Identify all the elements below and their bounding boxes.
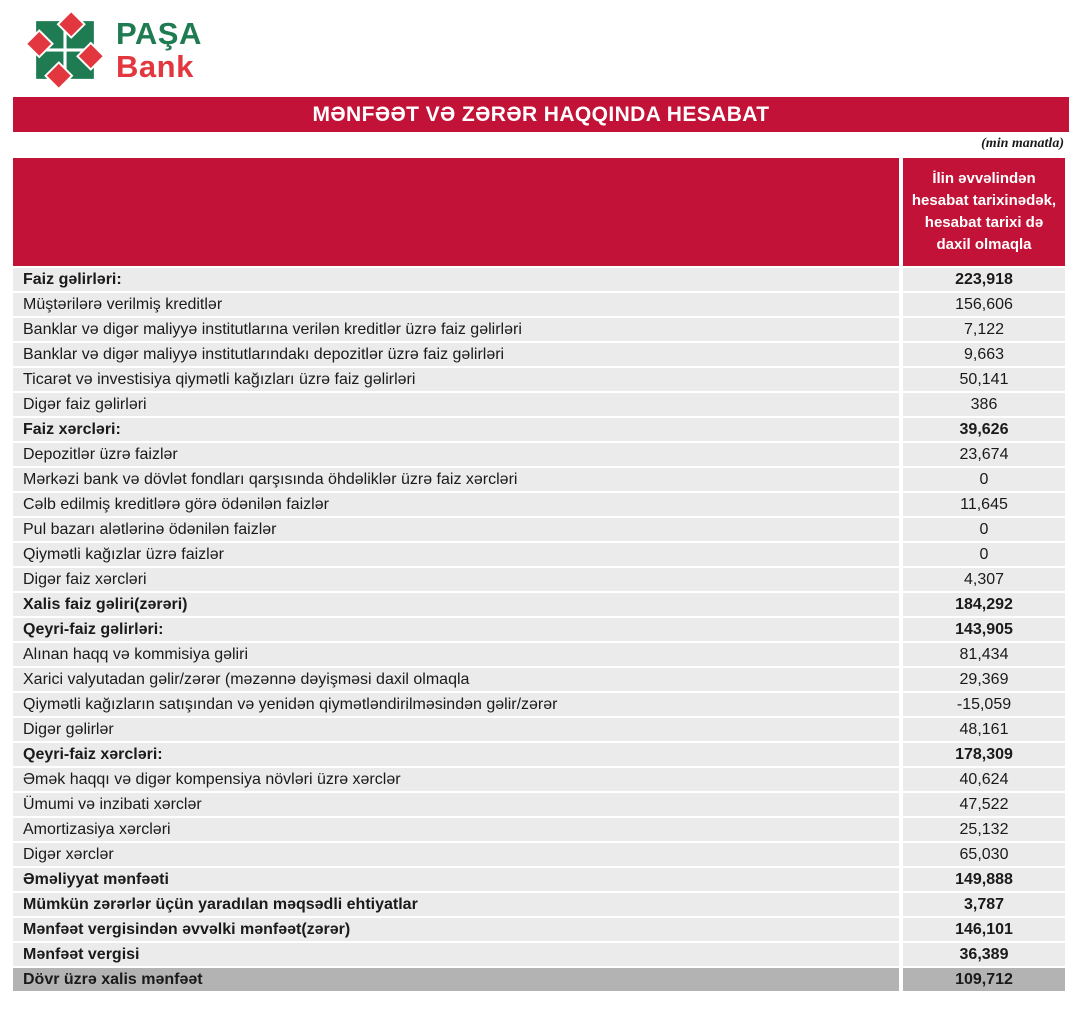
- report-title-banner: [13, 97, 1069, 132]
- row-value: 25,132: [903, 818, 1065, 841]
- row-value: 47,522: [903, 793, 1065, 816]
- table-row: [13, 793, 1065, 816]
- pasha-bank-logo: [0, 0, 1083, 92]
- table-row: [13, 568, 1065, 591]
- table-row: [13, 743, 1065, 766]
- table-row: [13, 693, 1065, 716]
- table-row: [13, 943, 1065, 966]
- table-row: [13, 293, 1065, 316]
- row-value: 146,101: [903, 918, 1065, 941]
- row-label: Qeyri-faiz gəlirləri:: [13, 618, 899, 641]
- row-label: Qeyri-faiz xərcləri:: [13, 743, 899, 766]
- row-label: Banklar və digər maliyyə institutlarına verilən kreditlər üzrə faiz gəlirləri: [13, 318, 899, 341]
- row-value: 23,674: [903, 443, 1065, 466]
- table-header-row: [13, 158, 1065, 266]
- table-row: [13, 418, 1065, 441]
- table-row: [13, 968, 1065, 991]
- row-label: Xarici valyutadan gəlir/zərər (məzənnə dəyişməsi daxil olmaqla: [13, 668, 899, 691]
- row-label: Amortizasiya xərcləri: [13, 818, 899, 841]
- row-value: 0: [903, 543, 1065, 566]
- table-row: [13, 618, 1065, 641]
- row-value: 65,030: [903, 843, 1065, 866]
- row-value: 36,389: [903, 943, 1065, 966]
- row-value: 109,712: [903, 968, 1065, 991]
- table-row: [13, 268, 1065, 291]
- row-label: Müştərilərə verilmiş kreditlər: [13, 293, 899, 316]
- row-label: Alınan haqq və kommisiya gəliri: [13, 643, 899, 666]
- value-column-header: İlin əvvəlindən hesabat tarixinədək, hesabat tarixi də daxil olmaqla: [903, 158, 1065, 266]
- row-value: 9,663: [903, 343, 1065, 366]
- row-label: Əməliyyat mənfəəti: [13, 868, 899, 891]
- table-row: [13, 668, 1065, 691]
- row-label: Digər gəlirlər: [13, 718, 899, 741]
- table-row: [13, 543, 1065, 566]
- row-value: 81,434: [903, 643, 1065, 666]
- row-label: Mümkün zərərlər üçün yaradılan məqsədli ehtiyatlar: [13, 893, 899, 916]
- row-value: 223,918: [903, 268, 1065, 291]
- row-label: Depozitlər üzrə faizlər: [13, 443, 899, 466]
- logo-brand-bottom: Bank: [116, 49, 194, 84]
- row-value: -15,059: [903, 693, 1065, 716]
- table-row: [13, 493, 1065, 516]
- row-label: Mərkəzi bank və dövlət fondları qarşısında öhdəliklər üzrə faiz xərcləri: [13, 468, 899, 491]
- row-label: Mənfəət vergisi: [13, 943, 899, 966]
- row-label: Digər faiz gəlirləri: [13, 393, 899, 416]
- table-row: [13, 343, 1065, 366]
- table-row: [13, 818, 1065, 841]
- table-body: [13, 268, 1065, 991]
- row-value: 48,161: [903, 718, 1065, 741]
- table-row: [13, 718, 1065, 741]
- row-label: Banklar və digər maliyyə institutlarındakı depozitlər üzrə faiz gəlirləri: [13, 343, 899, 366]
- table-row: [13, 918, 1065, 941]
- row-value: 0: [903, 468, 1065, 491]
- row-value: 50,141: [903, 368, 1065, 391]
- table-row: [13, 518, 1065, 541]
- row-label: Əmək haqqı və digər kompensiya növləri üzrə xərclər: [13, 768, 899, 791]
- table-row: [13, 893, 1065, 916]
- row-value: 40,624: [903, 768, 1065, 791]
- row-value: 386: [903, 393, 1065, 416]
- table-row: [13, 843, 1065, 866]
- table-row: [13, 643, 1065, 666]
- row-label: Pul bazarı alətlərinə ödənilən faizlər: [13, 518, 899, 541]
- row-value: 11,645: [903, 493, 1065, 516]
- table-row: [13, 593, 1065, 616]
- logo-brand-top: PAŞA: [116, 16, 202, 51]
- row-value: 4,307: [903, 568, 1065, 591]
- row-value: 178,309: [903, 743, 1065, 766]
- table-row: [13, 468, 1065, 491]
- row-label: Digər xərclər: [13, 843, 899, 866]
- row-label: Mənfəət vergisindən əvvəlki mənfəət(zərər): [13, 918, 899, 941]
- profit-loss-table: [13, 158, 1065, 991]
- row-label: Dövr üzrə xalis mənfəət: [13, 968, 899, 991]
- table-row: [13, 868, 1065, 891]
- table-row: [13, 368, 1065, 391]
- row-value: 7,122: [903, 318, 1065, 341]
- table-row: [13, 318, 1065, 341]
- table-row: [13, 443, 1065, 466]
- row-value: 39,626: [903, 418, 1065, 441]
- row-label: Qiymətli kağızlar üzrə faizlər: [13, 543, 899, 566]
- row-label: Faiz xərcləri:: [13, 418, 899, 441]
- logo-wordmark: [116, 18, 202, 82]
- row-label: Qiymətli kağızların satışından və yenidən qiymətləndirilməsindən gəlir/zərər: [13, 693, 899, 716]
- row-value: 3,787: [903, 893, 1065, 916]
- row-value: 184,292: [903, 593, 1065, 616]
- header-empty-cell: [13, 158, 899, 266]
- row-value: 143,905: [903, 618, 1065, 641]
- table-row: [13, 768, 1065, 791]
- row-label: Ticarət və investisiya qiymətli kağızları üzrə faiz gəlirləri: [13, 368, 899, 391]
- row-label: Xalis faiz gəliri(zərəri): [13, 593, 899, 616]
- row-value: 29,369: [903, 668, 1065, 691]
- row-value: 149,888: [903, 868, 1065, 891]
- pasha-bank-logo-icon: [26, 11, 104, 89]
- row-value: 0: [903, 518, 1065, 541]
- table-row: [13, 393, 1065, 416]
- row-label: Faiz gəlirləri:: [13, 268, 899, 291]
- row-label: Cəlb edilmiş kreditlərə görə ödənilən faizlər: [13, 493, 899, 516]
- report-title: MƏNFƏƏT VƏ ZƏRƏR HAQQINDA HESABAT: [312, 102, 770, 126]
- row-label: Ümumi və inzibati xərclər: [13, 793, 899, 816]
- unit-note: (min manatla): [981, 136, 1064, 151]
- row-value: 156,606: [903, 293, 1065, 316]
- row-label: Digər faiz xərcləri: [13, 568, 899, 591]
